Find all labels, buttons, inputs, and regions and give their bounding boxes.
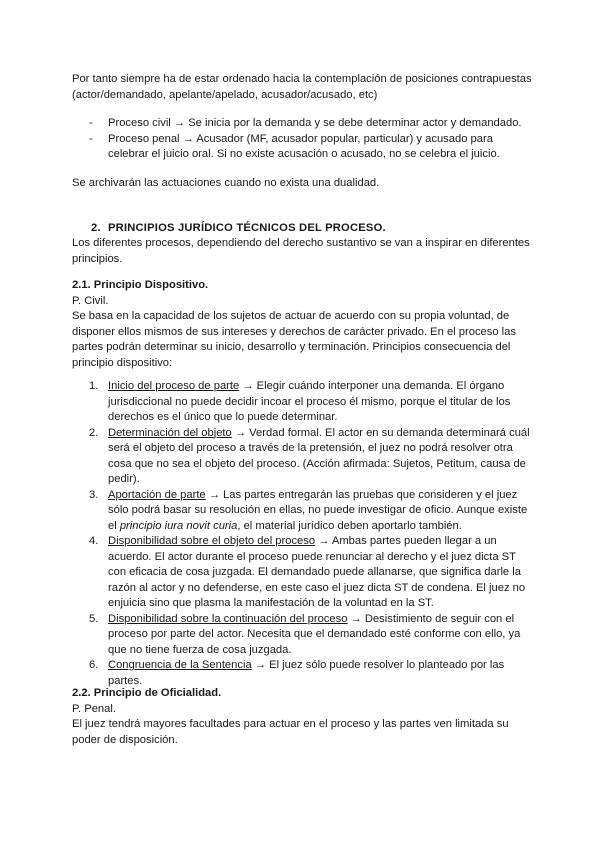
section-title: PRINCIPIOS JURÍDICO TÉCNICOS DEL PROCESO. (108, 222, 386, 234)
process-type-list (72, 116, 532, 163)
subsection-2-1 (72, 278, 532, 371)
principle-term: Aportación de parte (108, 488, 206, 501)
list-item: 5. Disponibilidad sobre la continuación del proceso → Desistimiento de seguir con el proceso por parte del actor. Necesita que el demandado esté conforme con ello, ya que no tiene fuerza de cosa juzgada. (89, 612, 521, 656)
subsection-tag: P. Civil. (72, 294, 109, 307)
principle-term: Determinación del objeto (108, 426, 232, 439)
principle-term: Disponibilidad sobre la continuación del proceso (108, 612, 348, 625)
subsection-2-2 (72, 686, 532, 748)
section-number: 2. (91, 222, 101, 234)
section-heading (91, 221, 386, 237)
list-item: 2. Determinación del objeto → Verdad formal. El actor en su demanda determinará cuál será el objeto del proceso a través de la pretensión, el juez no podrá resolver otra cosa que no sea el objeto del proceso. (Acción afirmada: Sujetos, Petitum, causa de pedir). (89, 426, 530, 485)
subsection-text: Se basa en la capacidad de los sujetos de actuar de acuerdo con su propia voluntad, de disponer ellos mismos de sus intereses y derechos de carácter privado. En el proceso las partes podrán determinar su inicio, desarrollo y terminación. Principios consecuencia del principio dispositivo: (72, 310, 516, 369)
subsection-title: 2.1. Principio Dispositivo. (72, 279, 209, 291)
subsection-title: 2.2. Principio de Oficialidad. (72, 687, 222, 699)
principle-term: Congruencia de la Sentencia (108, 659, 252, 671)
latin-phrase: principio iura novit curia (119, 519, 238, 532)
subsection-text: El juez tendrá mayores facultades para actuar en el proceso y las partes ven limitada su poder de disposición. (72, 718, 509, 746)
list-item: 4. Disponibilidad sobre el objeto del proceso → Ambas partes pueden llegar a un acuerdo. El actor durante el proceso puede renunciar al derecho y el juez dicta ST con eficacia de cosa juzgada. El demandado puede allanarse, que significa darle la razón al actor y no defenderse, en este caso el juez dicta ST de condena. El juez no enjuicia sino que plasma la manifestación de la voluntad en la ST. (89, 535, 526, 609)
principle-term: Disponibilidad sobre el objeto del proceso (108, 535, 316, 547)
archive-paragraph: Se archivarán las actuaciones cuando no exista una dualidad. (72, 177, 380, 189)
list-item: - Proceso civil → Se inicia por la demanda y se debe determinar actor y demandado. (72, 116, 532, 132)
list-item: 6. Congruencia de la Sentencia → El juez sólo puede resolver lo planteado por las partes. (89, 659, 505, 687)
intro-paragraph: Por tanto siempre ha de estar ordenado hacia la contemplación de posiciones contrapuestas (actor/demandado, apelante/apelado, acusador/acusado, etc) (72, 73, 532, 101)
subsection-tag: P. Penal. (72, 702, 116, 715)
list-item: - Proceso penal → Acusador (MF, acusador popular, particular) y acusado para celebrar el juicio oral. Si no existe acusación o acusado, no se celebra el juicio. (72, 132, 532, 163)
section-intro: Los diferentes procesos, dependiendo del derecho sustantivo se van a inspirar en diferentes principios. (72, 237, 530, 265)
list-item: 3. Aportación de parte → Las partes entregarán las pruebas que consideren y el juez sólo podrá basar su resolución en ellas, no puede investigar de oficio. Aunque existe el principio iura novit curia, el material jurídico deben aportarlo también. (89, 488, 528, 532)
list-item: 1. Inicio del proceso de parte → Elegir cuándo interponer una demanda. El órgano jurisdiccional no puede decidir incoar el proceso él mismo, porque el titular de los derechos es el único que lo puede determinar. (89, 380, 511, 423)
principle-term: Inicio del proceso de parte (108, 380, 240, 392)
principles-list (72, 379, 532, 689)
